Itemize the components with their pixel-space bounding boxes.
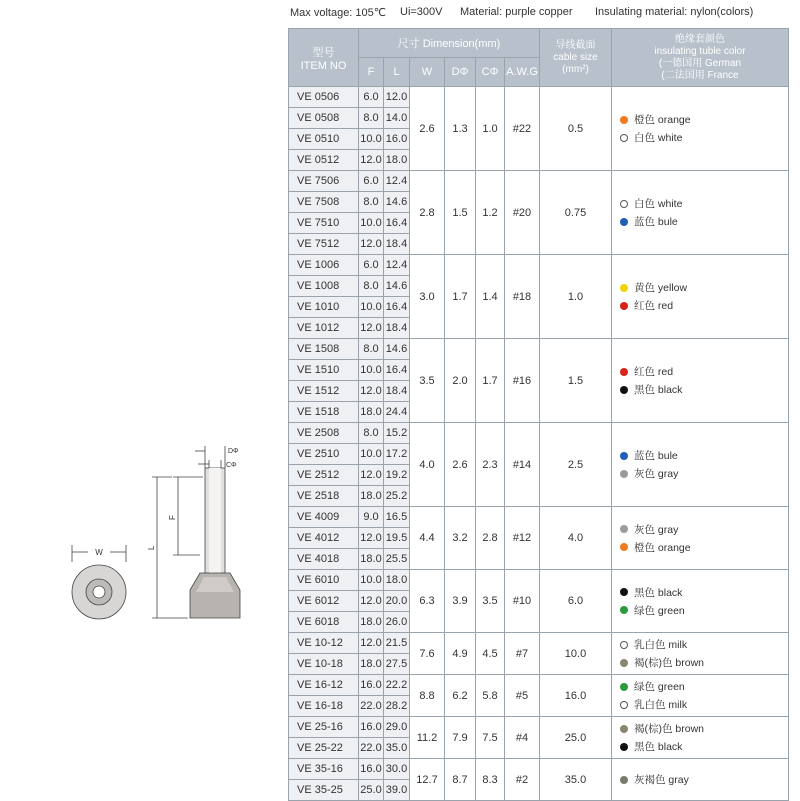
color-label: 红色 red xyxy=(634,366,674,378)
item-no-cell: VE 1010 xyxy=(289,297,359,318)
table-row xyxy=(289,423,789,444)
insulating-text: Insulating material: nylon(colors) xyxy=(595,6,754,18)
color-label: 绿色 green xyxy=(634,681,685,693)
table-row xyxy=(289,507,789,528)
color-entry xyxy=(620,520,788,538)
l-cell: 18.0 xyxy=(384,150,410,171)
color-label: 灰色 gray xyxy=(634,468,679,480)
item-no-cell: VE 1012 xyxy=(289,318,359,339)
l-cell: 17.2 xyxy=(384,444,410,465)
l-cell: 27.5 xyxy=(384,654,410,675)
color-label: 蓝色 bule xyxy=(634,450,678,462)
ferrule-drawing xyxy=(60,440,260,630)
color-label: 绿色 green xyxy=(634,604,685,617)
color-entry xyxy=(620,538,788,556)
f-cell: 8.0 xyxy=(359,108,384,129)
spec-table-wrapper xyxy=(288,28,788,801)
w-cell: 12.7 xyxy=(410,759,445,801)
l-cell: 18.4 xyxy=(384,381,410,402)
cable-size-cell: 1.5 xyxy=(540,339,612,423)
item-no-cell: VE 4018 xyxy=(289,549,359,570)
f-cell: 12.0 xyxy=(359,465,384,486)
item-header xyxy=(289,29,359,87)
c-cell: 2.8 xyxy=(476,507,505,570)
color-entry xyxy=(620,583,788,601)
color-label: 黄色 yellow xyxy=(634,282,688,294)
color-label: 灰色 gray xyxy=(634,523,679,536)
l-cell: 25.2 xyxy=(384,486,410,507)
l-cell: 18.4 xyxy=(384,234,410,255)
item-no-cell: VE 1512 xyxy=(289,381,359,402)
color-entry xyxy=(620,447,788,465)
d-cell: 2.6 xyxy=(445,423,476,507)
table-row xyxy=(289,759,789,780)
f-cell: 6.0 xyxy=(359,255,384,276)
c-cell: 1.2 xyxy=(476,171,505,255)
awg-cell: #2 xyxy=(505,759,540,801)
l-cell: 39.0 xyxy=(384,780,410,801)
l-cell: 26.0 xyxy=(384,612,410,633)
color-label: 黑色 black xyxy=(634,586,683,599)
dimension-col-header: CΦ xyxy=(476,58,505,87)
l-cell: 35.0 xyxy=(384,738,410,759)
l-cell: 12.4 xyxy=(384,255,410,276)
dimension-header: 尺寸 Dimension(mm) xyxy=(359,29,540,58)
awg-cell: #4 xyxy=(505,717,540,759)
l-cell: 20.0 xyxy=(384,591,410,612)
color-header-german: (一德国用 German xyxy=(658,57,742,69)
c-cell: 1.0 xyxy=(476,87,505,171)
color-swatch-icon xyxy=(620,588,628,596)
f-cell: 12.0 xyxy=(359,234,384,255)
item-no-cell: VE 16-12 xyxy=(289,675,359,696)
item-no-cell: VE 2510 xyxy=(289,444,359,465)
l-cell: 21.5 xyxy=(384,633,410,654)
f-cell: 16.0 xyxy=(359,759,384,780)
item-no-cell: VE 4009 xyxy=(289,507,359,528)
table-row xyxy=(289,633,789,654)
item-no-cell: VE 2518 xyxy=(289,486,359,507)
item-header-cn: 型号 xyxy=(312,46,335,59)
color-swatch-icon xyxy=(620,116,628,124)
color-entry xyxy=(620,696,788,714)
w-cell: 6.3 xyxy=(410,570,445,633)
d-label: DΦ xyxy=(228,448,239,455)
color-swatch-icon xyxy=(620,776,628,784)
l-cell: 14.0 xyxy=(384,108,410,129)
item-no-cell: VE 1008 xyxy=(289,276,359,297)
item-no-cell: VE 0510 xyxy=(289,129,359,150)
w-cell: 3.0 xyxy=(410,255,445,339)
f-cell: 25.0 xyxy=(359,780,384,801)
f-cell: 10.0 xyxy=(359,129,384,150)
color-cell xyxy=(612,633,789,675)
item-no-cell: VE 35-16 xyxy=(289,759,359,780)
color-label: 乳白色 milk xyxy=(634,699,688,711)
l-label: L xyxy=(147,545,156,550)
color-entry xyxy=(620,720,788,738)
color-label: 红色 red xyxy=(634,300,674,312)
color-swatch-icon xyxy=(620,218,628,226)
color-label: 橙色 orange xyxy=(634,114,691,126)
color-entry xyxy=(620,297,788,315)
cable-header-en: cable size xyxy=(553,51,598,63)
f-cell: 18.0 xyxy=(359,402,384,423)
l-cell: 12.0 xyxy=(384,87,410,108)
l-cell: 28.2 xyxy=(384,696,410,717)
item-no-cell: VE 1510 xyxy=(289,360,359,381)
item-no-cell: VE 25-16 xyxy=(289,717,359,738)
color-label: 橙色 orange xyxy=(634,541,691,554)
table-row xyxy=(289,87,789,108)
l-cell: 29.0 xyxy=(384,717,410,738)
item-no-cell: VE 7508 xyxy=(289,192,359,213)
color-label: 蓝色 bule xyxy=(634,216,678,228)
cable-size-header xyxy=(540,29,612,87)
f-cell: 12.0 xyxy=(359,318,384,339)
color-swatch-icon xyxy=(620,200,628,208)
color-entry xyxy=(620,465,788,483)
c-cell: 7.5 xyxy=(476,717,505,759)
w-cell: 11.2 xyxy=(410,717,445,759)
cable-size-cell: 1.0 xyxy=(540,255,612,339)
color-entry xyxy=(620,636,788,654)
table-row xyxy=(289,171,789,192)
color-label: 白色 white xyxy=(634,198,683,210)
f-cell: 10.0 xyxy=(359,360,384,381)
color-swatch-icon xyxy=(620,284,628,292)
dimension-col-header: A.W.G xyxy=(505,58,540,87)
f-cell: 8.0 xyxy=(359,339,384,360)
color-entry xyxy=(620,654,788,672)
w-cell: 2.8 xyxy=(410,171,445,255)
color-swatch-icon xyxy=(620,641,628,649)
awg-cell: #7 xyxy=(505,633,540,675)
color-entry xyxy=(620,678,788,696)
item-no-cell: VE 2512 xyxy=(289,465,359,486)
cable-size-cell: 0.75 xyxy=(540,171,612,255)
color-cell xyxy=(612,759,789,801)
color-entry xyxy=(620,738,788,756)
table-row xyxy=(289,717,789,738)
awg-cell: #20 xyxy=(505,171,540,255)
w-cell: 8.8 xyxy=(410,675,445,717)
cable-header-unit: (mm²) xyxy=(562,63,589,75)
color-swatch-icon xyxy=(620,368,628,376)
item-no-cell: VE 1006 xyxy=(289,255,359,276)
w-label: W xyxy=(95,548,103,557)
spec-table-body xyxy=(289,87,789,801)
cable-size-cell: 2.5 xyxy=(540,423,612,507)
c-cell: 5.8 xyxy=(476,675,505,717)
d-cell: 4.9 xyxy=(445,633,476,675)
awg-cell: #16 xyxy=(505,339,540,423)
item-no-cell: VE 10-18 xyxy=(289,654,359,675)
material-text: Material: purple copper xyxy=(460,6,573,18)
item-no-cell: VE 0512 xyxy=(289,150,359,171)
cable-header-cn: 导线截面 xyxy=(555,39,596,51)
d-cell: 7.9 xyxy=(445,717,476,759)
l-cell: 15.2 xyxy=(384,423,410,444)
f-cell: 8.0 xyxy=(359,423,384,444)
item-no-cell: VE 1518 xyxy=(289,402,359,423)
f-cell: 6.0 xyxy=(359,87,384,108)
color-label: 白色 white xyxy=(634,132,683,144)
l-cell: 18.4 xyxy=(384,318,410,339)
color-swatch-icon xyxy=(620,606,628,614)
f-cell: 8.0 xyxy=(359,192,384,213)
color-cell xyxy=(612,717,789,759)
l-cell: 22.2 xyxy=(384,675,410,696)
cable-size-cell: 10.0 xyxy=(540,633,612,675)
f-cell: 22.0 xyxy=(359,738,384,759)
l-cell: 24.4 xyxy=(384,402,410,423)
item-no-cell: VE 25-22 xyxy=(289,738,359,759)
color-cell xyxy=(612,339,789,423)
cable-size-cell: 4.0 xyxy=(540,507,612,570)
table-row xyxy=(289,339,789,360)
color-entry xyxy=(620,363,788,381)
dimension-col-header: F xyxy=(359,58,384,87)
f-cell: 12.0 xyxy=(359,633,384,654)
color-entry xyxy=(620,279,788,297)
l-cell: 19.5 xyxy=(384,528,410,549)
c-cell: 2.3 xyxy=(476,423,505,507)
w-cell: 4.4 xyxy=(410,507,445,570)
l-cell: 16.5 xyxy=(384,507,410,528)
c-cell: 1.7 xyxy=(476,339,505,423)
f-cell: 12.0 xyxy=(359,381,384,402)
cable-size-cell: 6.0 xyxy=(540,570,612,633)
item-no-cell: VE 6018 xyxy=(289,612,359,633)
color-cell xyxy=(612,570,789,633)
color-label: 褐(棕)色 brown xyxy=(634,723,705,735)
item-no-cell: VE 7506 xyxy=(289,171,359,192)
item-no-cell: VE 10-12 xyxy=(289,633,359,654)
l-cell: 30.0 xyxy=(384,759,410,780)
color-label: 黑色 black xyxy=(634,741,683,753)
f-cell: 9.0 xyxy=(359,507,384,528)
item-no-cell: VE 16-18 xyxy=(289,696,359,717)
c-cell: 8.3 xyxy=(476,759,505,801)
color-swatch-icon xyxy=(620,725,628,733)
item-no-cell: VE 2508 xyxy=(289,423,359,444)
d-cell: 3.9 xyxy=(445,570,476,633)
color-entry xyxy=(620,213,788,231)
item-no-cell: VE 35-25 xyxy=(289,780,359,801)
color-header-en: insulating tuble color xyxy=(654,45,746,57)
f-cell: 10.0 xyxy=(359,444,384,465)
f-cell: 8.0 xyxy=(359,276,384,297)
color-swatch-icon xyxy=(620,470,628,478)
color-cell xyxy=(612,87,789,171)
color-label: 黑色 black xyxy=(634,384,683,396)
f-cell: 10.0 xyxy=(359,213,384,234)
l-cell: 16.4 xyxy=(384,297,410,318)
item-no-cell: VE 1508 xyxy=(289,339,359,360)
ferrule-tube-inner xyxy=(209,468,221,573)
color-cell xyxy=(612,171,789,255)
item-no-cell: VE 6012 xyxy=(289,591,359,612)
f-cell: 16.0 xyxy=(359,675,384,696)
item-no-cell: VE 6010 xyxy=(289,570,359,591)
color-label: 灰褐色 gray xyxy=(634,774,689,786)
color-swatch-icon xyxy=(620,543,628,551)
f-cell: 12.0 xyxy=(359,528,384,549)
color-entry xyxy=(620,111,788,129)
cable-size-cell: 25.0 xyxy=(540,717,612,759)
d-cell: 1.7 xyxy=(445,255,476,339)
l-cell: 16.4 xyxy=(384,213,410,234)
color-swatch-icon xyxy=(620,525,628,533)
color-entry xyxy=(620,195,788,213)
l-cell: 12.4 xyxy=(384,171,410,192)
l-cell: 14.6 xyxy=(384,192,410,213)
l-cell: 25.5 xyxy=(384,549,410,570)
l-cell: 18.0 xyxy=(384,570,410,591)
color-entry xyxy=(620,129,788,147)
d-cell: 6.2 xyxy=(445,675,476,717)
l-cell: 19.2 xyxy=(384,465,410,486)
f-label: F xyxy=(168,515,177,520)
dimension-col-header: DΦ xyxy=(445,58,476,87)
end-view-hole xyxy=(93,586,105,598)
item-no-cell: VE 7512 xyxy=(289,234,359,255)
color-swatch-icon xyxy=(620,659,628,667)
d-cell: 3.2 xyxy=(445,507,476,570)
d-cell: 1.5 xyxy=(445,171,476,255)
l-cell: 14.6 xyxy=(384,339,410,360)
w-cell: 2.6 xyxy=(410,87,445,171)
item-no-cell: VE 4012 xyxy=(289,528,359,549)
color-entry xyxy=(620,381,788,399)
f-cell: 12.0 xyxy=(359,591,384,612)
color-header-cn: 绝缘套颜色 xyxy=(675,33,725,45)
f-cell: 18.0 xyxy=(359,654,384,675)
color-label: 乳白色 milk xyxy=(634,639,688,651)
f-cell: 10.0 xyxy=(359,297,384,318)
d-cell: 2.0 xyxy=(445,339,476,423)
cable-size-cell: 0.5 xyxy=(540,87,612,171)
dimension-col-header: L xyxy=(384,58,410,87)
ui-voltage-text: Ui=300V xyxy=(400,6,443,18)
c-label: CΦ xyxy=(226,462,237,469)
f-cell: 18.0 xyxy=(359,549,384,570)
w-cell: 3.5 xyxy=(410,339,445,423)
color-header xyxy=(612,29,789,87)
table-row xyxy=(289,570,789,591)
c-cell: 3.5 xyxy=(476,570,505,633)
color-swatch-icon xyxy=(620,701,628,709)
table-row xyxy=(289,255,789,276)
f-cell: 12.0 xyxy=(359,150,384,171)
color-cell xyxy=(612,675,789,717)
color-entry xyxy=(620,601,788,619)
d-cell: 8.7 xyxy=(445,759,476,801)
awg-cell: #14 xyxy=(505,423,540,507)
awg-cell: #22 xyxy=(505,87,540,171)
c-cell: 1.4 xyxy=(476,255,505,339)
color-swatch-icon xyxy=(620,134,628,142)
color-swatch-icon xyxy=(620,302,628,310)
color-cell xyxy=(612,423,789,507)
color-cell xyxy=(612,255,789,339)
item-no-cell: VE 7510 xyxy=(289,213,359,234)
dimension-col-header: W xyxy=(410,58,445,87)
color-swatch-icon xyxy=(620,386,628,394)
l-cell: 14.6 xyxy=(384,276,410,297)
max-voltage-text: Max voltage: 105℃ xyxy=(290,7,387,19)
l-cell: 16.0 xyxy=(384,129,410,150)
f-cell: 10.0 xyxy=(359,570,384,591)
l-cell: 16.4 xyxy=(384,360,410,381)
cable-size-cell: 35.0 xyxy=(540,759,612,801)
f-cell: 18.0 xyxy=(359,486,384,507)
spec-table xyxy=(288,28,789,801)
cable-size-cell: 16.0 xyxy=(540,675,612,717)
w-cell: 4.0 xyxy=(410,423,445,507)
w-cell: 7.6 xyxy=(410,633,445,675)
c-cell: 4.5 xyxy=(476,633,505,675)
awg-cell: #12 xyxy=(505,507,540,570)
color-swatch-icon xyxy=(620,743,628,751)
color-swatch-icon xyxy=(620,452,628,460)
f-cell: 16.0 xyxy=(359,717,384,738)
item-header-en: ITEM NO xyxy=(300,59,347,72)
f-cell: 22.0 xyxy=(359,696,384,717)
color-label: 褐(棕)色 brown xyxy=(634,657,705,669)
color-header-france: (二法国用 France xyxy=(661,69,739,81)
table-row xyxy=(289,675,789,696)
f-cell: 18.0 xyxy=(359,612,384,633)
color-swatch-icon xyxy=(620,683,628,691)
d-cell: 1.3 xyxy=(445,87,476,171)
color-cell xyxy=(612,507,789,570)
f-cell: 6.0 xyxy=(359,171,384,192)
awg-cell: #5 xyxy=(505,675,540,717)
awg-cell: #10 xyxy=(505,570,540,633)
item-no-cell: VE 0508 xyxy=(289,108,359,129)
item-no-cell: VE 0506 xyxy=(289,87,359,108)
color-entry xyxy=(620,771,788,789)
awg-cell: #18 xyxy=(505,255,540,339)
